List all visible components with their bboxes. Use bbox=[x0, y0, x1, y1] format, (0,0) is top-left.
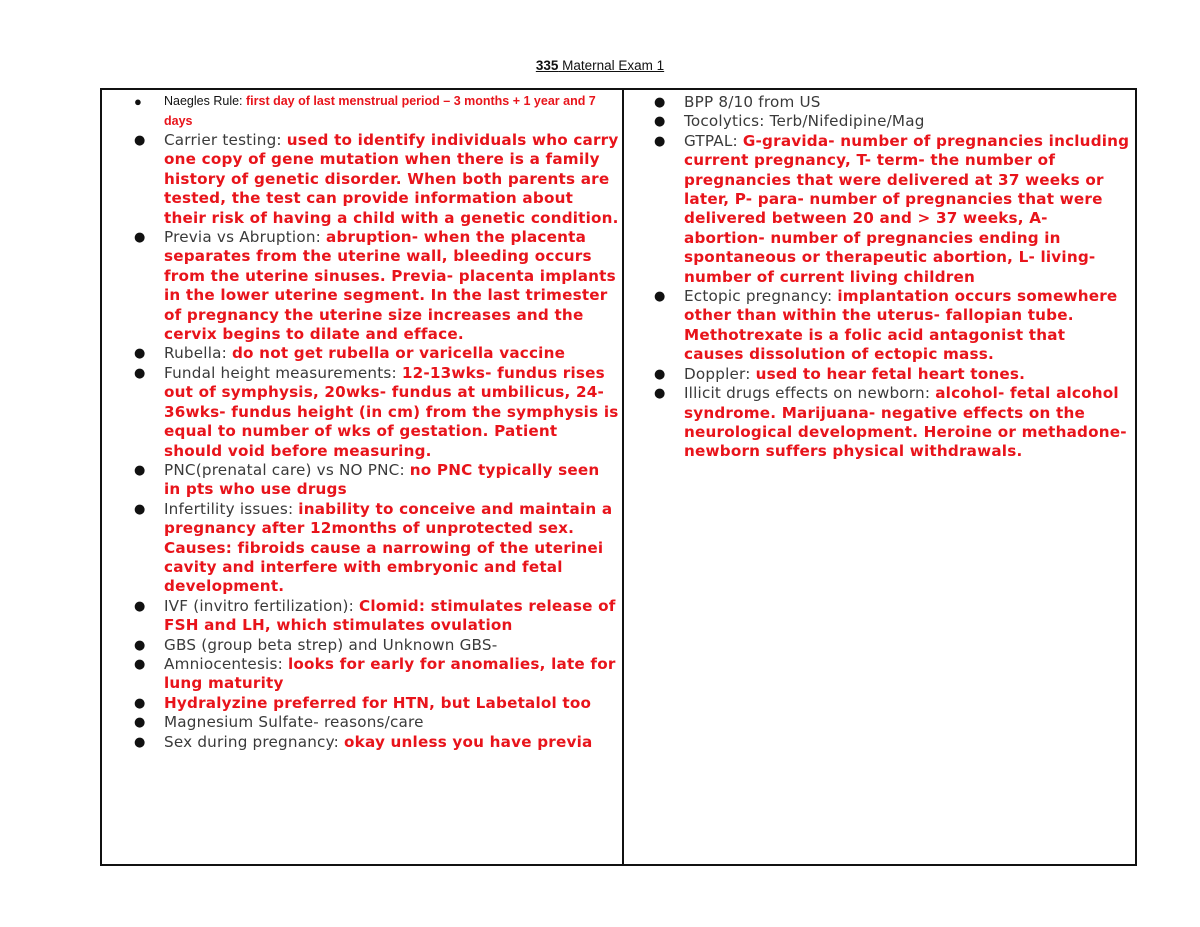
item-label: IVF (invitro fertilization): bbox=[164, 596, 359, 615]
list-item bbox=[650, 287, 1130, 365]
notes-table bbox=[100, 88, 1137, 866]
list-item bbox=[130, 364, 620, 461]
item-answer: Clomid: stimulates release of FSH and LH, which stimulates ovulation bbox=[164, 596, 616, 635]
bullet-icon: ● bbox=[134, 695, 146, 711]
bullet-icon: ● bbox=[134, 94, 142, 109]
item-label: GBS (group beta strep) and Unknown GBS- bbox=[164, 635, 498, 654]
left-bullet-list bbox=[130, 92, 620, 752]
list-item bbox=[130, 655, 620, 694]
bullet-icon: ● bbox=[654, 366, 666, 382]
list-item bbox=[130, 713, 620, 732]
item-label: GTPAL: bbox=[684, 131, 743, 150]
list-item bbox=[130, 694, 620, 713]
list-item bbox=[130, 344, 620, 363]
item-answer: G-gravida- number of pregnancies including current pregnancy, T- term- the number of pregnancies that were delivered at 37 weeks or later, P- para- number of pregnancies that were delivered between 20 and > 37 weeks, A- abortion- number of pregnancies ending in spontaneous or therapeutic abortion, L- living- number of current living children bbox=[684, 131, 1130, 286]
item-label: BPP 8/10 from US bbox=[684, 93, 821, 111]
document-title bbox=[0, 58, 1200, 73]
item-answer: do not get rubella or varicella vaccine bbox=[231, 344, 566, 363]
item-answer: inability to conceive and maintain a pregnancy after 12months of unprotected sex. Causes: fibroids cause a narrowing of the uterinei cavity and interfere with embryonic and fetal development. bbox=[164, 499, 613, 596]
list-item bbox=[130, 92, 620, 131]
list-item bbox=[650, 93, 1130, 112]
list-item bbox=[650, 132, 1130, 287]
list-item bbox=[650, 365, 1130, 384]
item-answer: looks for early for anomalies, late for lung maturity bbox=[164, 654, 616, 693]
bullet-icon: ● bbox=[654, 114, 666, 130]
right-column bbox=[650, 93, 1130, 462]
bullet-icon: ● bbox=[134, 462, 146, 478]
right-bullet-list bbox=[650, 93, 1130, 462]
list-item bbox=[130, 228, 620, 344]
item-label: Ectopic pregnancy: bbox=[684, 287, 838, 306]
item-answer: abruption- when the placenta separates from the uterine wall, bleeding occurs from the uterine sinuses. Previa- placenta implants in the lower uterine segment. In the last trimester of pregnancy the uterine size increases and the cervix begins to dilate and efface. bbox=[164, 228, 616, 344]
item-answer: no PNC typically seen in pts who use drugs bbox=[164, 460, 600, 499]
bullet-icon: ● bbox=[134, 365, 146, 381]
bullet-icon: ● bbox=[134, 230, 146, 246]
bullet-icon: ● bbox=[134, 346, 146, 362]
item-answer: used to hear fetal heart tones. bbox=[755, 364, 1026, 383]
title-text: Maternal Exam 1 bbox=[558, 58, 665, 73]
item-label: Naegles Rule: bbox=[164, 94, 246, 108]
bullet-icon: ● bbox=[134, 598, 146, 614]
item-label: PNC(prenatal care) vs NO PNC: bbox=[164, 460, 410, 479]
item-answer: Hydralyzine preferred for HTN, but Labetalol too bbox=[164, 693, 592, 712]
item-label: Fundal height measurements: bbox=[164, 363, 402, 382]
bullet-icon: ● bbox=[654, 133, 666, 149]
item-label: Previa vs Abruption: bbox=[164, 228, 326, 247]
item-label: Tocolytics: Terb/Nifedipine/Mag bbox=[684, 112, 925, 131]
list-item bbox=[130, 500, 620, 597]
item-label: Doppler: bbox=[684, 364, 756, 383]
item-label: Rubella: bbox=[164, 344, 232, 363]
bullet-icon: ● bbox=[134, 501, 146, 517]
item-label: Illicit drugs effects on newborn: bbox=[684, 384, 936, 403]
item-label: Magnesium Sulfate- reasons/care bbox=[164, 713, 424, 732]
item-answer: okay unless you have previa bbox=[344, 732, 593, 751]
list-item bbox=[130, 733, 620, 752]
bullet-icon: ● bbox=[134, 133, 146, 148]
item-answer: implantation occurs somewhere other than within the uterus- fallopian tube. Methotrexate is a folic acid antagonist that causes dissolution of ectopic mass. bbox=[684, 287, 1118, 364]
item-label: Carrier testing: bbox=[164, 131, 287, 149]
list-item bbox=[130, 636, 620, 655]
bullet-icon: ● bbox=[654, 95, 666, 110]
list-item bbox=[650, 112, 1130, 131]
column-divider bbox=[622, 90, 624, 864]
item-label: Amniocentesis: bbox=[164, 654, 288, 673]
list-item bbox=[130, 131, 620, 228]
item-answer: used to identify individuals who carry one copy of gene mutation when there is a family history of genetic disorder. When both parents are tested, the test can provide information about their risk of having a child with a genetic condition. bbox=[164, 131, 619, 227]
bullet-icon: ● bbox=[134, 656, 146, 672]
list-item bbox=[130, 597, 620, 636]
bullet-icon: ● bbox=[134, 715, 146, 731]
item-answer: 12-13wks- fundus rises out of symphysis, 20wks- fundus at umbilicus, 24-36wks- fundus height (in cm) from the symphysis is equal to number of wks of gestation. Patient should void before measuring. bbox=[164, 363, 619, 460]
item-label: Infertility issues: bbox=[164, 499, 299, 518]
left-column bbox=[130, 92, 620, 752]
list-item bbox=[650, 384, 1130, 462]
bullet-icon: ● bbox=[134, 637, 146, 653]
bullet-icon: ● bbox=[134, 734, 146, 750]
title-number: 335 bbox=[535, 58, 559, 73]
list-item bbox=[130, 461, 620, 500]
item-answer: first day of last menstrual period – 3 months + 1 year and 7 days bbox=[164, 94, 596, 128]
item-answer: alcohol- fetal alcohol syndrome. Marijuana- negative effects on the neurological development. Heroine or methadone- newborn suffers physical withdrawals. bbox=[684, 384, 1127, 461]
bullet-icon: ● bbox=[654, 289, 666, 305]
item-label: Sex during pregnancy: bbox=[164, 732, 345, 751]
bullet-icon: ● bbox=[654, 386, 666, 402]
